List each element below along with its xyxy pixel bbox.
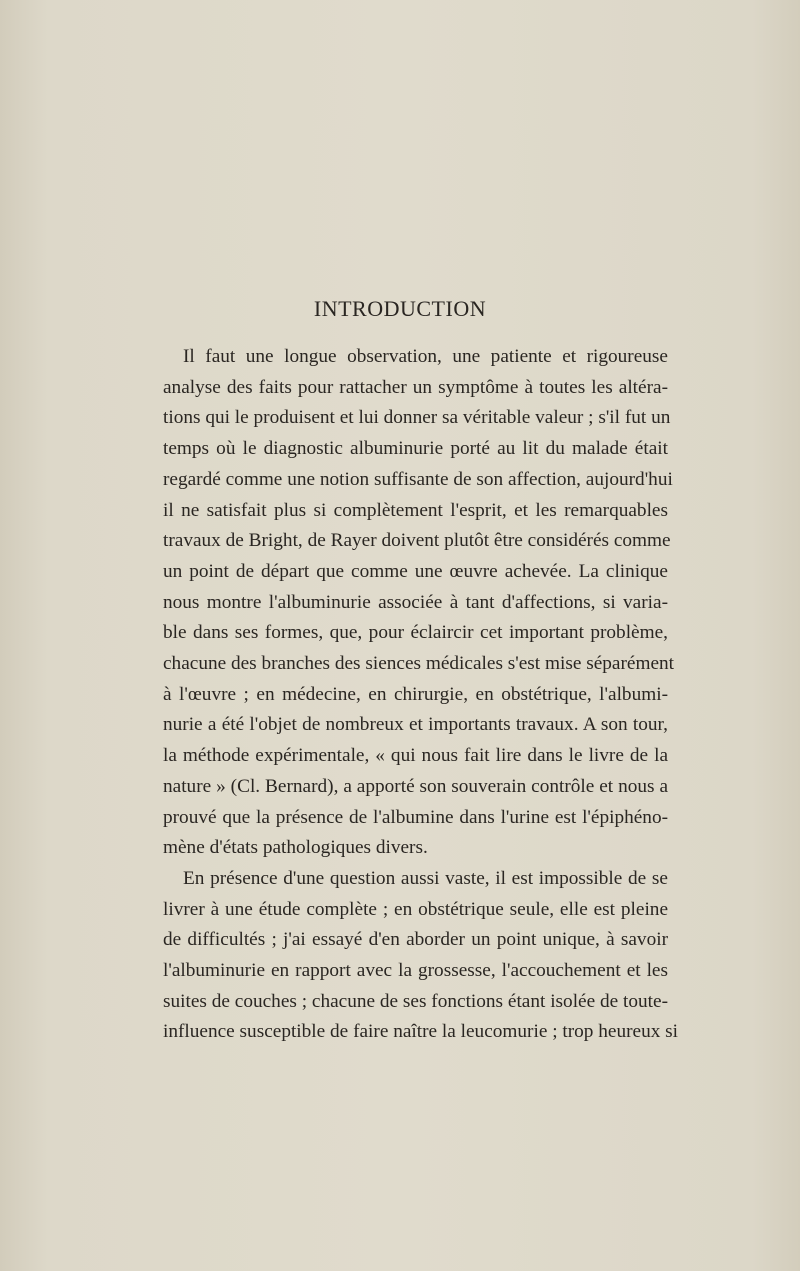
text-line: regardé comme une notion suffisante de son affection, aujourd'hui (163, 468, 673, 490)
text-line: prouvé que la présence de l'albumine dans l'urine est l'épiphéno- (163, 806, 668, 828)
text-line: nurie a été l'objet de nombreux et importants travaux. A son tour, (163, 714, 668, 736)
body-text (163, 342, 679, 1048)
chapter-heading: INTRODUCTION (313, 296, 487, 321)
text-line: influence susceptible de faire naître la leucomurie ; trop heureux si (163, 1021, 679, 1043)
text-line: tions qui le produisent et lui donner sa véritable valeur ; s'il fut un (163, 407, 671, 429)
text-line: travaux de Bright, de Rayer doivent plutôt être considérés comme (163, 530, 671, 552)
text-line: chacune des branches des siences médicales s'est mise séparément (163, 653, 675, 675)
text-line: un point de départ que comme une œuvre achevée. La clinique (163, 560, 668, 582)
text-line: l'albuminurie en rapport avec la grossesse, l'accouchement et les (163, 960, 668, 982)
text-line: temps où le diagnostic albuminurie porté au lit du malade était (163, 438, 668, 460)
text-line: analyse des faits pour rattacher un symptôme à toutes les altéra- (163, 376, 668, 398)
text-line: mène d'états pathologiques divers. (163, 837, 428, 859)
text-line: la méthode expérimentale, « qui nous fait lire dans le livre de la (163, 745, 668, 767)
text-line: nature » (Cl. Bernard), a apporté son souverain contrôle et nous a (163, 775, 668, 797)
text-line: Il faut une longue observation, une patiente et rigoureuse (183, 346, 668, 367)
text-line: il ne satisfait plus si complètement l'esprit, et les remarquables (163, 499, 668, 521)
text-line: ble dans ses formes, que, pour éclaircir cet important problème, (163, 622, 668, 644)
text-line: suites de couches ; chacune de ses fonctions étant isolée de toute- (163, 990, 668, 1012)
text-line: nous montre l'albuminurie associée à tant d'affections, si varia- (163, 591, 668, 613)
text-line: de difficultés ; j'ai essayé d'en aborder un point unique, à savoir (163, 929, 668, 951)
text-line: à l'œuvre ; en médecine, en chirurgie, en obstétrique, l'albumi- (163, 683, 668, 705)
text-line: livrer à une étude complète ; en obstétrique seule, elle est pleine (163, 898, 668, 920)
text-line: En présence d'une question aussi vaste, il est impossible de se (183, 867, 668, 889)
